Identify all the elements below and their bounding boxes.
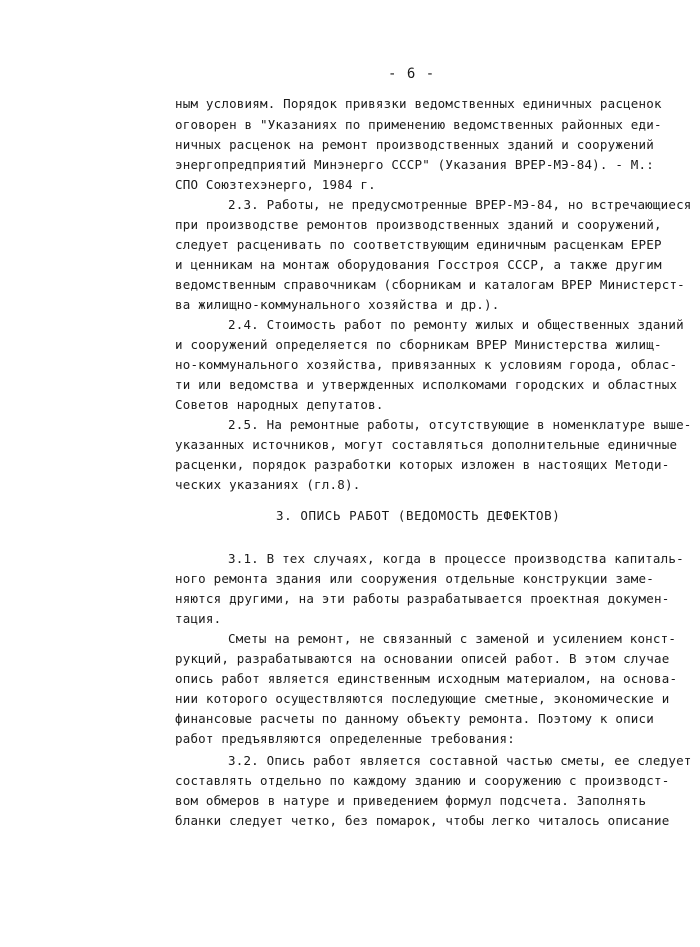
text-line: ным условиям. Порядок привязки ведомственных единичных расценок <box>175 96 662 111</box>
text-line: бланки следует четко, без помарок, чтобы легко читалось описание <box>175 813 670 828</box>
text-line: нии которого осуществляются последующие сметные, экономические и <box>175 691 670 706</box>
text-line: вом обмеров в натуре и приведением формул подсчета. Заполнять <box>175 793 647 808</box>
text-line: няются другими, на эти работы разрабатывается проектная докумен- <box>175 591 670 606</box>
text-line: финансовые расчеты по данному объекту ремонта. Поэтому к описи <box>175 711 654 726</box>
text-line: 2.3. Работы, не предусмотренные ВРЕР-МЭ-84, но встречающиеся <box>228 197 692 212</box>
text-line: тация. <box>175 611 222 626</box>
text-line: опись работ является единственным исходным материалом, на основа- <box>175 671 678 686</box>
section-heading: 3. ОПИСЬ РАБОТ (ВЕДОМОСТЬ ДЕФЕКТОВ) <box>276 508 561 523</box>
page-number: - 6 - <box>388 66 436 82</box>
text-line: работ предъявляются определенные требования: <box>175 731 515 746</box>
text-line: Сметы на ремонт, не связанный с заменой и усилением конст- <box>228 631 677 646</box>
text-line: 2.5. На ремонтные работы, отсутствующие в номенклатуре выше- <box>228 417 692 432</box>
text-line: Советов народных депутатов. <box>175 397 384 412</box>
text-line: и ценникам на монтаж оборудования Госстроя СССР, а также другим <box>175 257 662 272</box>
text-line: ного ремонта здания или сооружения отдельные конструкции заме- <box>175 571 654 586</box>
text-line: 3.2. Опись работ является составной частью сметы, ее следует <box>228 753 692 768</box>
text-line: составлять отдельно по каждому зданию и сооружению с производст- <box>175 773 670 788</box>
text-line: расценки, порядок разработки которых изложен в настоящих Методи- <box>175 457 670 472</box>
text-line: следует расценивать по соответствующим единичным расценкам ЕРЕР <box>175 237 662 252</box>
text-line: рукций, разрабатываются на основании описей работ. В этом случае <box>175 651 670 666</box>
text-line: указанных источников, могут составляться дополнительные единичные <box>175 437 678 452</box>
text-line: но-коммунального хозяйства, привязанных к условиям города, облас- <box>175 357 678 372</box>
text-line: ничных расценок на ремонт производственных зданий и сооружений <box>175 137 654 152</box>
text-line: ведомственным справочникам (сборникам и каталогам ВРЕР Министерст- <box>175 277 685 292</box>
text-line: при производстве ремонтов производственных зданий и сооружений, <box>175 217 662 232</box>
text-line: 3.1. В тех случаях, когда в процессе производства капиталь- <box>228 551 684 566</box>
text-line: и сооружений определяется по сборникам ВРЕР Министерства жилищ- <box>175 337 662 352</box>
text-line: оговорен в "Указаниях по применению ведомственных районных еди- <box>175 117 662 132</box>
text-line: ва жилищно-коммунального хозяйства и др.). <box>175 297 500 312</box>
text-line: СПО Союзтехэнерго, 1984 г. <box>175 177 376 192</box>
text-line: ти или ведомства и утвержденных исполкомами городских и областных <box>175 377 678 392</box>
text-line: ческих указаниях (гл.8). <box>175 477 361 492</box>
text-line: 2.4. Стоимость работ по ремонту жилых и общественных зданий <box>228 317 684 332</box>
text-line: энергопредприятий Минэнерго СССР" (Указания ВРЕР-МЭ-84). - М.: <box>175 157 654 172</box>
